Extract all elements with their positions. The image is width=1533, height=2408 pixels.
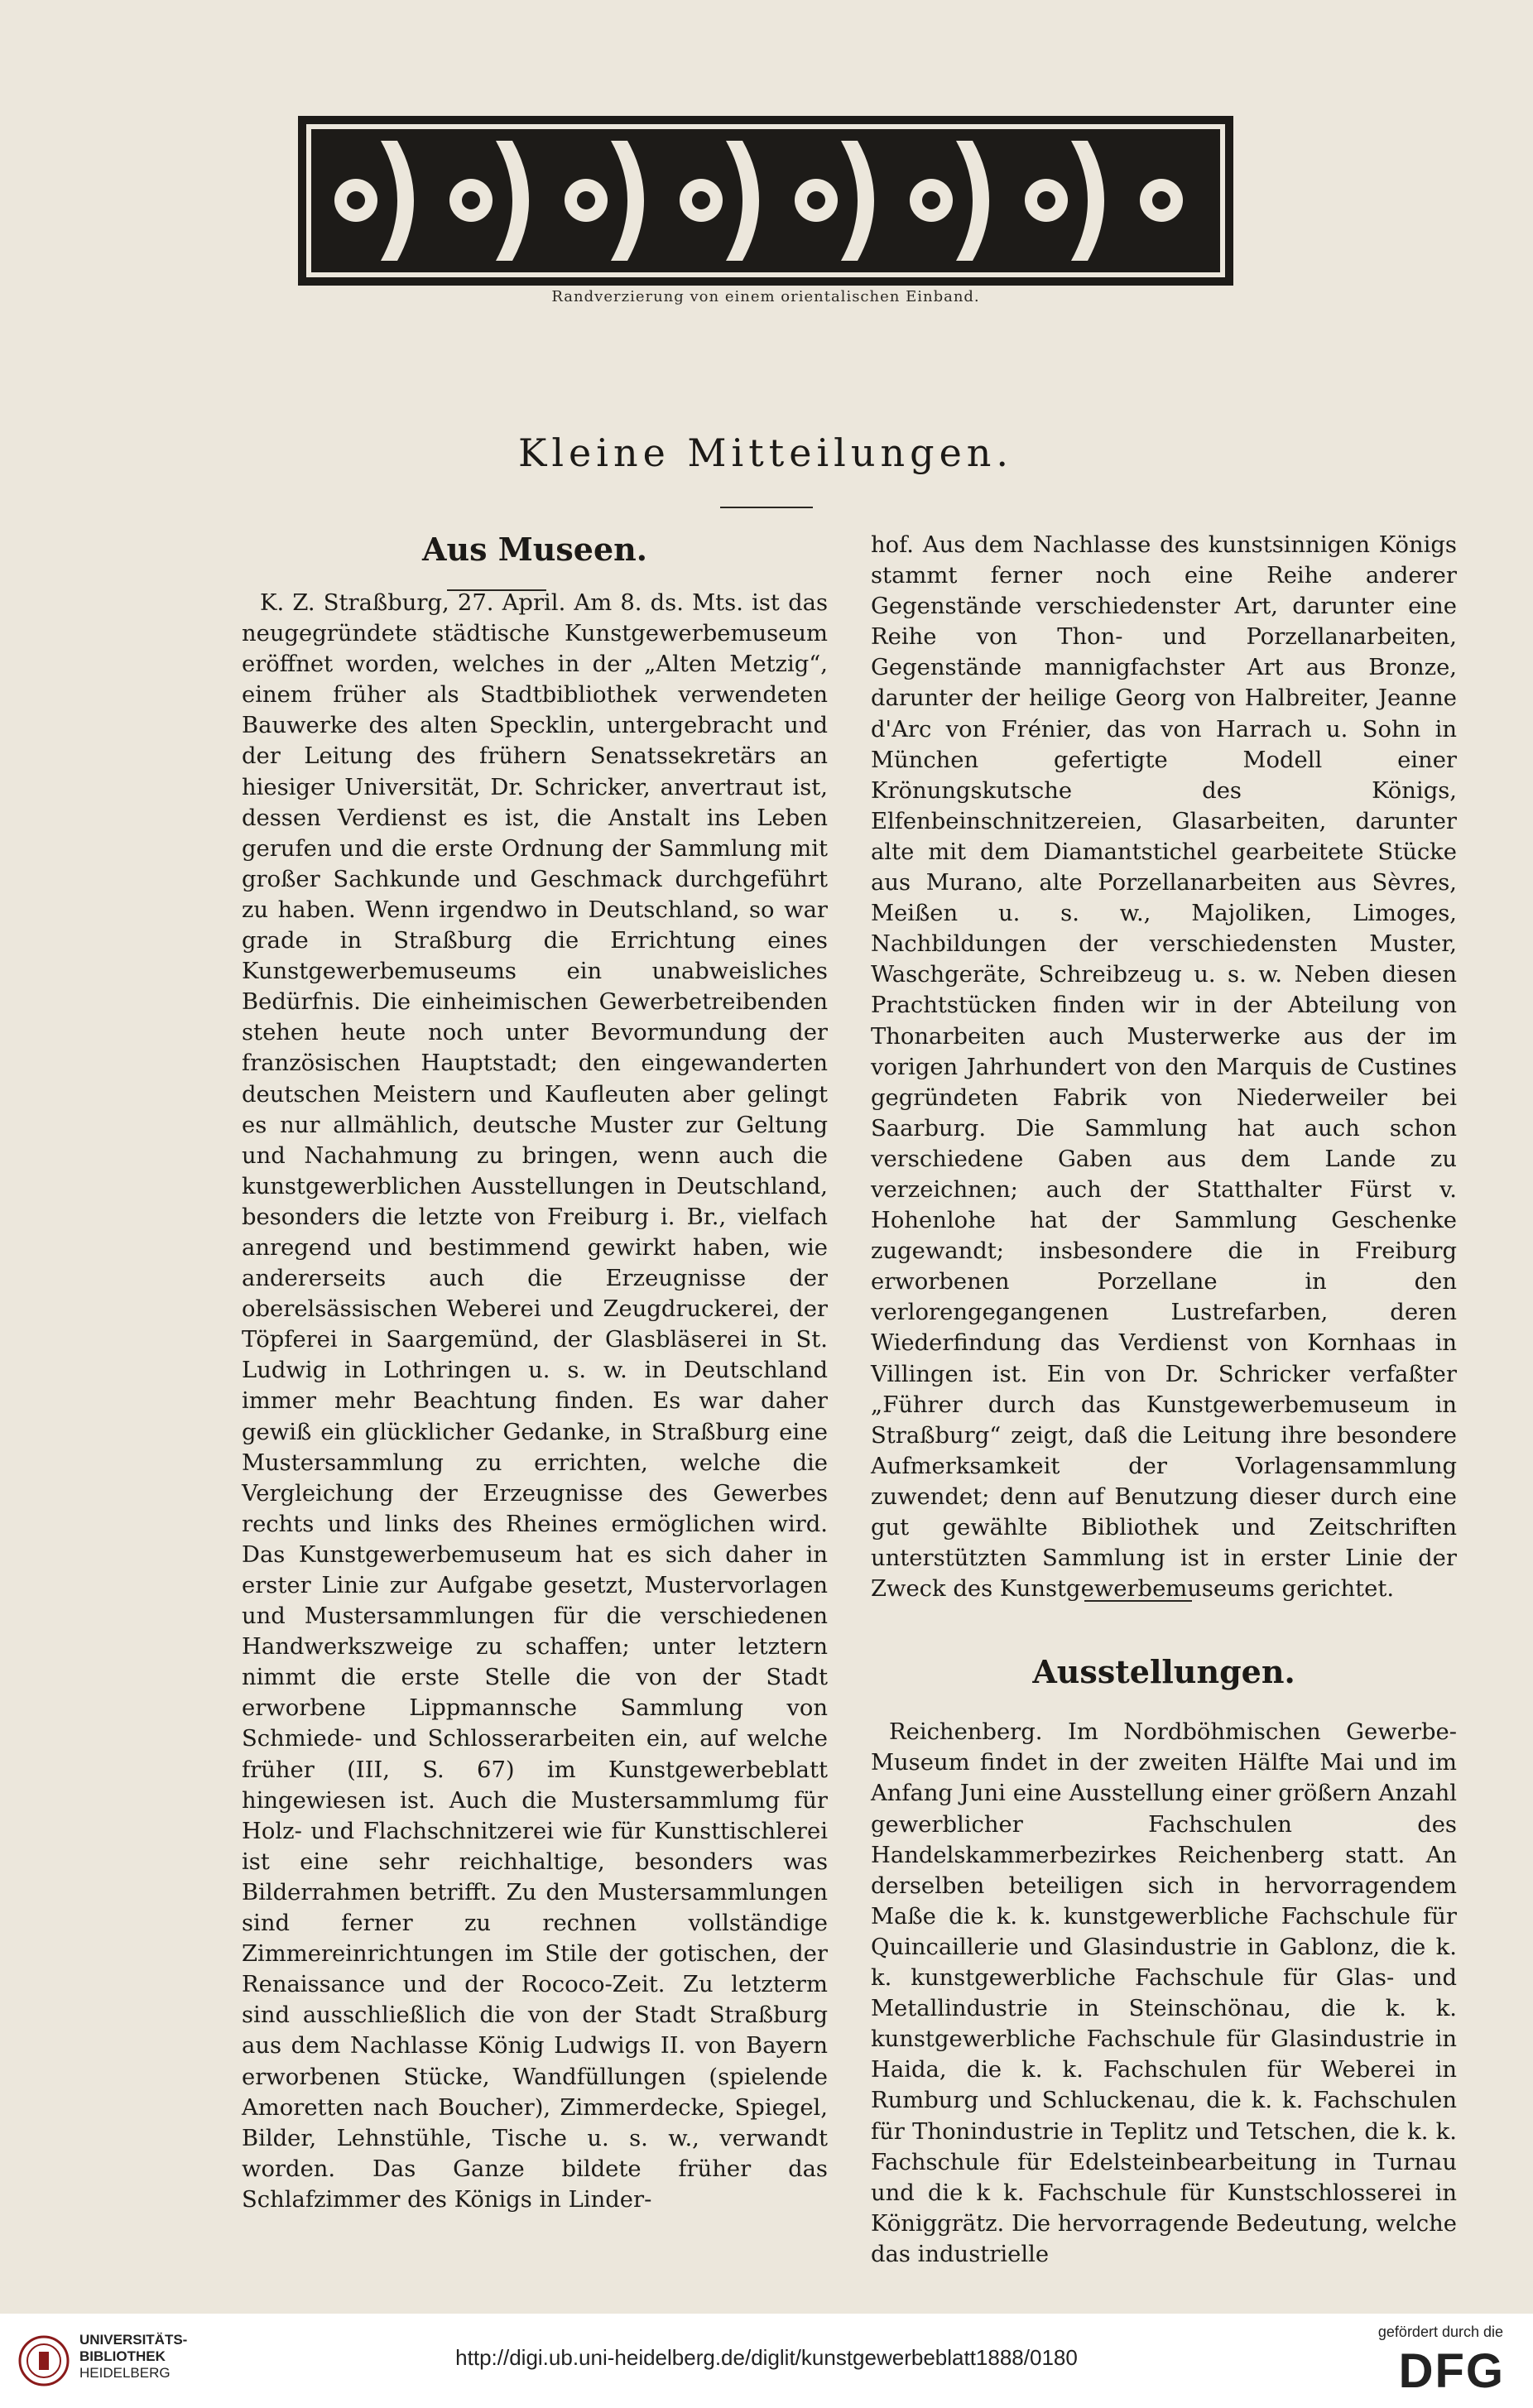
paragraph-strassburg: K. Z. Straßburg, 27. April. Am 8. ds. Mts. ist das neugegründete städtische Kunstgewerbemuseum eröffnet worden, welches in der „Alten Metzig“, einem früher als Stadtbibliothek verwendeten Bauwerke des alten Specklin, untergebracht und der Leitung des frühern Senatssekretärs an hiesiger Universität, Dr. Schricker, anvertraut ist, dessen Verdienst es ist, die Anstalt ins Leben gerufen und die erste Ordnung der Sammlung mit großer Sachkunde und Geschmack durchgeführt zu haben. Wenn irgendwo in Deutschland, so war grade in Straßburg die Errichtung eines Kunstgewerbemuseums ein unabweisliches Bedürfnis. Die einheimischen Gewerbetreibenden stehen heute noch unter Bevormundung der französischen Hauptstadt; den eingewanderten deutschen Meistern und Kaufleuten aber gelingt es nur allmählich, deutsche Muster zur Geltung und Nachahmung zu bringen, wenn auch die kunstgewerblichen Ausstellungen in Deutschland, besonders die letzte von Freiburg i. Br., vielfach anregend und bestimmend gewirkt haben, wie andererseits auch die Erzeugnisse der oberelsässischen Weberei und Zeugdruckerei, der Töpferei in Saargemünd, der Glasbläserei in St. Ludwig in Lothringen u. s. w. in Deutschland immer mehr Beachtung finden. Es war daher gewiß ein glücklicher Gedanke, in Straßburg eine Mustersammlung zu errichten, welche die Vergleichung der Erzeugnisse des Gewerbes rechts und links des Rheines ermöglichen wird. Das Kunstgewerbemuseum hat es sich daher in erster Linie zur Aufgabe gesetzt, Mustervorlagen und Mustersammlungen für die verschiedenen Handwerkszweige zu schaffen; unter letztern nimmt die erste Stelle die von der Stadt erworbene Lippmannsche Sammlung von Schmiede- und Schlosserarbeiten ein, auf welche früher (III, S. 67) im Kunstgewerbeblatt hingewiesen ist. Auch die Mustersammlumg für Holz- und Flachschnitzerei wie für Kunsttischlerei ist eine sehr reichhaltige, besonders was Bilderrahmen betrifft. Zu den Mustersammlungen sind ferner zu rechnen vollständige Zimmereinrichtungen im Stile der gotischen, der Renaissance und der Rococo-Zeit. Zu letzterm sind ausschließlich die von der Stadt Straßburg aus dem Nachlasse König Ludwigs II. von Bayern erworbenen Stücke, Wandfüllungen (spielende Amoretten nach Boucher), Zimmerdecke, Spiegel, Bilder, Lehnstühle, Tische u. s. w., verwandt worden. Das Ganze bildete früher das Schlafzimmer des Königs in Linder- — [242, 590, 828, 2213]
left-column — [242, 530, 828, 2215]
digitization-footer — [0, 2314, 1533, 2408]
ornamental-border — [298, 116, 1233, 286]
paragraph-reichenberg: Reichenberg. Im Nordböhmischen Gewerbe-Museum findet in der zweiten Hälfte Mai und im Anfang Juni eine Ausstellung einer größern Anzahl gewerblicher Fachschulen des Handelskammerbezirkes Reichenberg statt. An derselben beteiligen sich in hervorragendem Maße die k. k. kunstgewerbliche Fachschule für Quincaillerie und Glasindustrie in Gablonz, die k. k. kunstgewerbliche Fachschule für Glas- und Metallindustrie in Steinschönau, die k. k. kunstgewerbliche Fachschule für Glasindustrie in Haida, die k. k. Fachschulen für Weberei in Rumburg und Schluckenau, die k. k. Fachschulen für Thonindustrie in Teplitz und Tetschen, die k. k. Fachschule für Edelsteinbearbeitung in Turnau und die k k. Fachschule für Kunstschlosserei in Königgrätz. Die hervorragende Bedeutung, welche das industrielle — [871, 1719, 1457, 2267]
library-name-line3: HEIDELBERG — [79, 2365, 171, 2381]
library-name-line1: UNIVERSITÄTS- — [79, 2332, 188, 2348]
title-rule — [720, 507, 813, 508]
section-heading-ausstellungen: Ausstellungen. — [1032, 1653, 1295, 1691]
funded-by-label: gefördert durch die — [1377, 2324, 1503, 2340]
right-column — [871, 530, 1457, 2270]
ornament-caption: Randverzierung von einem orientalischen Einband. — [551, 288, 980, 305]
library-name-line2: BIBLIOTHEK — [79, 2348, 166, 2364]
dfg-logo: DFG — [1398, 2344, 1505, 2398]
section-heading-museen: Aus Museen. — [421, 531, 648, 568]
source-url-link[interactable]: http://digi.ub.uni-heidelberg.de/diglit/kunstgewerbeblatt1888/0180 — [455, 2345, 1078, 2370]
page-title: Kleine Mitteilungen. — [517, 430, 1014, 475]
paragraph-continuation: hof. Aus dem Nachlasse des kunstsinnigen Königs stammt ferner noch eine Reihe anderer Gegenstände verschiedenster Art, darunter eine Reihe von Thon- und Porzellanarbeiten, Gegenstände mannigfachster Art aus Bronze, darunter der heilige Georg von Halbreiter, Jeanne d'Arc von Frénier, das von Harrach u. Sohn in München gefertigte Modell einer Krönungskutsche des Königs, Elfenbeinschnitzereien, Glasarbeiten, darunter alte mit dem Diamantstichel gearbeitete Stücke aus Murano, alte Porzellanarbeiten aus Sèvres, Meißen u. s. w., Majoliken, Limoges, Nachbildungen der verschiedensten Muster, Waschgeräte, Schreibzeug u. s. w. Neben diesen Prachtstücken finden wir in der Abteilung von Thonarbeiten auch Musterwerke aus der im vorigen Jahrhundert von den Marquis de Custines gegründeten Fabrik von Niederweiler bei Saarburg. Die Sammlung hat auch schon verschiedene Gaben aus dem Lande zu verzeichnen; auch der Statthalter Fürst v. Hohenlohe hat der Sammlung Geschenke zugewandt; insbesondere die in Freiburg erworbenen Porzellane in den verlorengegangenen Lustrefarben, deren Wiederfindung das Verdienst von Kornhaas in Villingen ist. Ein von Dr. Schricker verfaßter „Führer durch das Kunstgewerbemuseum in Straßburg“ zeigt, daß die Leitung ihre besondere Aufmerksamkeit der Vorlagensammlung zuwendet; denn auf Benutzung dieser durch eine gut gewählte Bibliothek und Zeitschriften unterstützten Sammlung ist in erster Linie der Zweck des Kunstgewerbemuseums gerichtet. — [871, 532, 1457, 1603]
